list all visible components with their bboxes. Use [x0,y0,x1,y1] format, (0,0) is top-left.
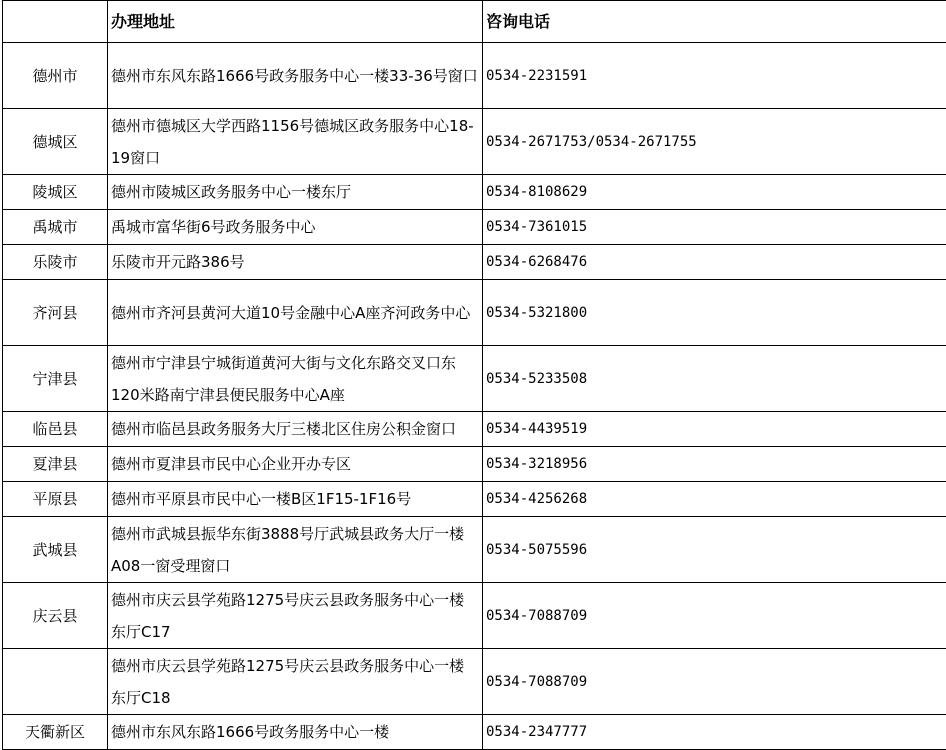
table-header-row [3,1,946,43]
region-cell: 临邑县 [3,412,108,447]
phone-cell: 0534-2231591 [483,43,946,109]
table-row [3,245,946,280]
region-cell: 陵城区 [3,175,108,210]
table-row [3,583,946,649]
phone-cell: 0534-3218956 [483,447,946,482]
table-row [3,210,946,245]
region-cell: 德州市 [3,43,108,109]
address-cell: 德州市庆云县学苑路1275号庆云县政务服务中心一楼东厅C18 [108,649,483,715]
phone-cell: 0534-6268476 [483,245,946,280]
table-row [3,649,946,715]
phone-cell: 0534-2671753/0534-2671755 [483,109,946,175]
address-cell: 德州市东风东路1666号政务服务中心一楼 [108,715,483,750]
address-cell: 禹城市富华街6号政务服务中心 [108,210,483,245]
phone-cell: 0534-2347777 [483,715,946,750]
phone-cell: 0534-7361015 [483,210,946,245]
phone-cell: 0534-5075596 [483,517,946,583]
region-cell: 德城区 [3,109,108,175]
table-row [3,346,946,412]
address-cell: 德州市临邑县政务服务大厅三楼北区住房公积金窗口 [108,412,483,447]
address-cell: 德州市武城县振华东街3888号厅武城县政务大厅一楼A08一窗受理窗口 [108,517,483,583]
address-cell: 德州市宁津县宁城街道黄河大街与文化东路交叉口东120米路南宁津县便民服务中心A座 [108,346,483,412]
region-cell: 夏津县 [3,447,108,482]
phone-cell: 0534-5233508 [483,346,946,412]
header-region [3,1,108,43]
region-cell: 齐河县 [3,280,108,346]
address-cell: 德州市陵城区政务服务中心一楼东厅 [108,175,483,210]
header-phone: 咨询电话 [483,1,946,43]
table-row [3,447,946,482]
region-cell: 天衢新区 [3,715,108,750]
address-cell: 德州市夏津县市民中心企业开办专区 [108,447,483,482]
address-cell: 德州市平原县市民中心一楼B区1F15-1F16号 [108,482,483,517]
phone-cell: 0534-7088709 [483,583,946,649]
table-row [3,109,946,175]
table-row [3,175,946,210]
table-row [3,715,946,750]
address-cell: 德州市东风东路1666号政务服务中心一楼33-36号窗口 [108,43,483,109]
table-row [3,482,946,517]
region-cell: 禹城市 [3,210,108,245]
office-table [2,0,946,750]
region-cell: 平原县 [3,482,108,517]
address-cell: 德州市齐河县黄河大道10号金融中心A座齐河政务中心 [108,280,483,346]
table-row [3,280,946,346]
region-cell: 武城县 [3,517,108,583]
header-address: 办理地址 [108,1,483,43]
table-row [3,517,946,583]
phone-cell: 0534-5321800 [483,280,946,346]
phone-cell: 0534-7088709 [483,649,946,715]
address-cell: 德州市庆云县学苑路1275号庆云县政务服务中心一楼东厅C17 [108,583,483,649]
region-cell [3,649,108,715]
address-cell: 德州市德城区大学西路1156号德城区政务服务中心18-19窗口 [108,109,483,175]
phone-cell: 0534-4256268 [483,482,946,517]
region-cell: 乐陵市 [3,245,108,280]
phone-cell: 0534-8108629 [483,175,946,210]
phone-cell: 0534-4439519 [483,412,946,447]
region-cell: 宁津县 [3,346,108,412]
region-cell: 庆云县 [3,583,108,649]
address-cell: 乐陵市开元路386号 [108,245,483,280]
table-row [3,412,946,447]
table-row [3,43,946,109]
